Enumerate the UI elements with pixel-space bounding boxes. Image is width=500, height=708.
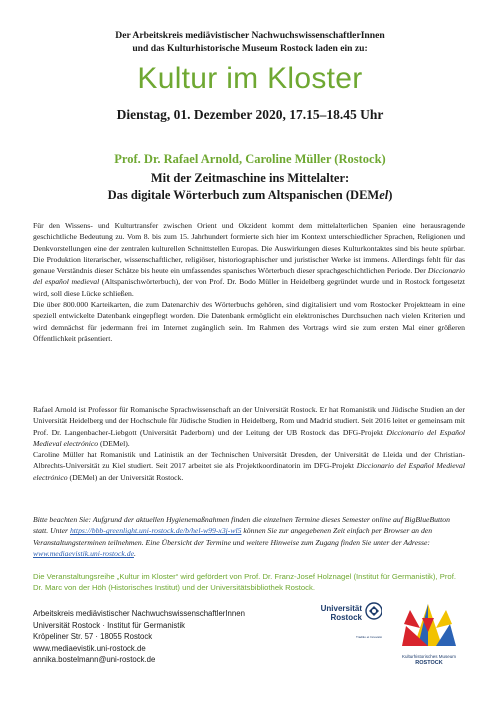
bio-arnold-text-b: (DEMel). [98, 438, 130, 448]
address-website[interactable]: www.mediaevistik.uni-rostock.de [33, 643, 146, 653]
website-link[interactable]: www.mediaevistik.uni-rostock.de [33, 548, 134, 558]
address-line-3: Kröpeliner Str. 57 · 18055 Rostock [33, 632, 153, 642]
university-tagline: Traditio et Innovatio [356, 635, 382, 639]
address-line-1: Arbeitskreis mediävistischer NachwuchswissenschaftlerInnen [33, 609, 245, 618]
bio-arnold [33, 404, 465, 449]
talk-title-line-2 [0, 187, 500, 204]
bio-arnold-text-a: Rafael Arnold ist Professor für Romanische Sprachwissenschaft an der Universität Rostock. Er hat Romanistik und Jüdische Studien an der Universität Heidelberg und der Hochschule für Jüdische Studien in Heidelberg, Rom und Madrid studiert. Seit 2016 leitet er gemeinsam mit Prof. Dr. Langenbacher-Liebgott (Universität Paderborn) und der Leitung der UB Rostock das DFG-Projekt [33, 405, 465, 437]
intro-line-2: und das Kulturhistorische Museum Rostock laden ein zu: [132, 43, 368, 54]
university-rostock-logo [312, 600, 382, 650]
online-note-text-b: können Sie zur angegebenen Zeit einfach per Browser an den Veranstaltungsterminen teilnehmen. Eine Übersicht der Termine und weitere Hinweise zum Zugang finden Sie unter der Adresse: [33, 526, 433, 547]
talk-title-line-2-start: Das digitale Wörterbuch zum Altspanischen (DEM [107, 188, 380, 202]
intro-text [0, 29, 500, 55]
online-note-text-c: . [133, 548, 136, 558]
intro-line-1: Der Arbeitskreis mediävistischer NachwuchswissenschaftlerInnen [115, 30, 385, 41]
bio-mueller-text-a: Caroline Müller hat Romanistik und Latinistik an der Technischen Universität Dresden, der Universität de Lleida und der Christian-Albrechts-Universität zu Kiel studiert. Seit 2017 arbeitet sie als Projektkoordinatorin im DFG-Projekt [33, 450, 465, 471]
page-title: Kultur im Kloster [137, 62, 363, 95]
talk-title [0, 170, 500, 204]
talk-title-line-1: Mit der Zeitmaschine ins Mittelalter: [150, 171, 350, 185]
address-line-2: Universität Rostock · Institut für Germanistik [33, 620, 186, 630]
bbb-link[interactable]: https://bbb-greenlight.uni-rostock.de/b/hel-w99-x3j-wl5 [69, 526, 242, 536]
museum-city: ROSTOCK [415, 660, 443, 666]
abstract-paragraph-2: Die über 800.000 Karteikarten, die zum Datenarchiv des Wörterbuchs gehören, sind digitalisiert und vom Rostocker Projektteam in eine speziell entwickelte Datenbank eingepflegt worden. Die Datenbank ermöglicht ein elektronisches Durchsuchen nach vielen Kriterien und wird demnächst für jedermann frei im Internet zugänglich sein. Im Rahmen des Vortrags wird sie zum ersten Mal einer größeren Öffentlichkeit präsentiert. [33, 300, 465, 343]
contact-address [33, 608, 245, 666]
speaker-bios [33, 404, 465, 483]
abstract-paragraph-1 [33, 220, 465, 299]
bio-mueller-text-b: (DEMel) an der Universität Rostock. [67, 472, 184, 482]
bio-mueller-italic: Diccionario del Español Medieval electrónico [33, 461, 466, 482]
abstract [33, 220, 465, 344]
university-name-line-1: Universität [320, 604, 362, 613]
event-date: Dienstag, 01. Dezember 2020, 17.15–18.45 Uhr [116, 107, 384, 122]
museum-label: Kulturhistorisches Museum [401, 654, 457, 659]
funding-note: Die Veranstaltungsreihe „Kultur im Kloster“ wird gefördert von Prof. Dr. Franz-Josef Holznagel (Institut für Germanistik), Prof. Dr. Marc von der Höh (Historisches Institut) und der Universitätsbibliothek Rostock. [33, 572, 456, 593]
university-name-line-2: Rostock [330, 613, 362, 622]
bio-mueller [33, 449, 465, 483]
bio-arnold-italic: Diccionario del Español Medieval electrónico [33, 427, 465, 448]
talk-title-line-2-end: ) [388, 188, 393, 202]
abstract-p1-text-a: Für den Wissens- und Kulturtransfer zwischen Orient und Okzident kommt dem mittelalterlichen Spanien eine herausragende geschichtliche Bedeutung zu. Vom 8. bis zum 15. Jahrhundert formierte sich hier im Kontext unterschiedlicher Sprachen, Religionen und Denkvorstellungen eine der zentralen kulturellen Schnittstellen Europas. Die Auswirkungen dieses Kulturkontaktes sind bis heute spürbar. Die Produktion literarischer, wissenschaftlicher, religiöser, historiographischer und juristischer Werke ist immens. Allerdings fehlt für das genaue Verständnis dieser Schätze bis heute ein umfassendes spanisches Wörterbuch dieser sprachgeschichtlichen Periode. Der [33, 221, 465, 276]
online-note-text-a: Bitte beachten Sie: Aufgrund der aktuellen Hygienemaßnahmen finden die einzelnen Termine dieses Semester online auf BigBlueButton statt. Unter [33, 515, 450, 536]
speakers: Prof. Dr. Rafael Arnold, Caroline Müller (Rostock) [114, 152, 386, 166]
talk-title-italic: el [379, 188, 389, 202]
abstract-p1-italic: Diccionario del español medieval [33, 266, 465, 287]
online-note [33, 514, 465, 559]
abstract-p1-text-b: (Altspanischwörterbuch), der von Prof. Dr. Bodo Müller in Heidelberg gegründet wurde und in Rostock fortgesetzt wird, soll diese Lücke schließen. [33, 277, 466, 298]
address-email[interactable]: annika.bostelmann@uni-rostock.de [33, 655, 156, 665]
